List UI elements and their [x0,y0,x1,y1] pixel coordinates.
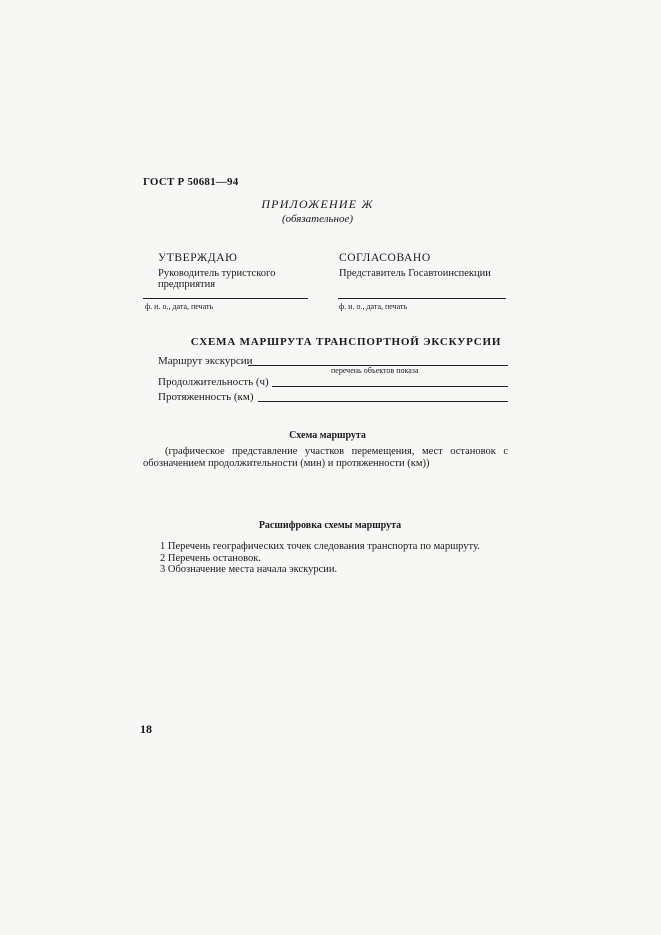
duration-label: Продолжительность (ч) [158,376,269,388]
route-scheme-description: (графическое представление участков перемещения, мест остановок с обозначением продолжительности (мин) и протяженности (км)) [143,446,508,469]
length-label: Протяженность (км) [158,391,254,403]
route-caption: перечень объектов показа [331,366,419,375]
agree-signature-line [338,298,506,299]
decoding-title: Расшифровка схемы маршрута [258,520,402,531]
agree-signature-caption: ф. и. о., дата, печать [339,302,408,311]
list-item: 1 Перечень географических точек следования транспорта по маршруту. [160,541,480,552]
approve-heading: УТВЕРЖДАЮ [158,252,238,264]
length-field-line [258,401,508,402]
approve-signature-line [143,298,308,299]
appendix-note: (обязательное) [281,213,354,225]
approve-signature-caption: ф. и. о., дата, печать [145,302,214,311]
route-scheme-title: Схема маршрута [289,430,366,441]
list-item: 3 Обозначение места начала экскурсии. [160,564,338,575]
route-label: Маршрут экскурсии [158,355,253,367]
agree-heading: СОГЛАСОВАНО [339,252,431,264]
list-item: 2 Перечень остановок. [160,552,262,564]
scheme-title: СХЕМА МАРШРУТА ТРАНСПОРТНОЙ ЭКСКУРСИИ [190,336,502,348]
page-number: 18 [140,722,152,736]
standard-code: ГОСТ Р 50681—94 [143,176,239,188]
approve-role: Руководитель туристского предприятия [158,268,276,290]
agree-role: Представитель Госавтоинспекции [339,268,491,279]
duration-field-line [272,386,508,387]
appendix-title: ПРИЛОЖЕНИЕ Ж [261,197,374,211]
decoding-list [160,541,480,576]
